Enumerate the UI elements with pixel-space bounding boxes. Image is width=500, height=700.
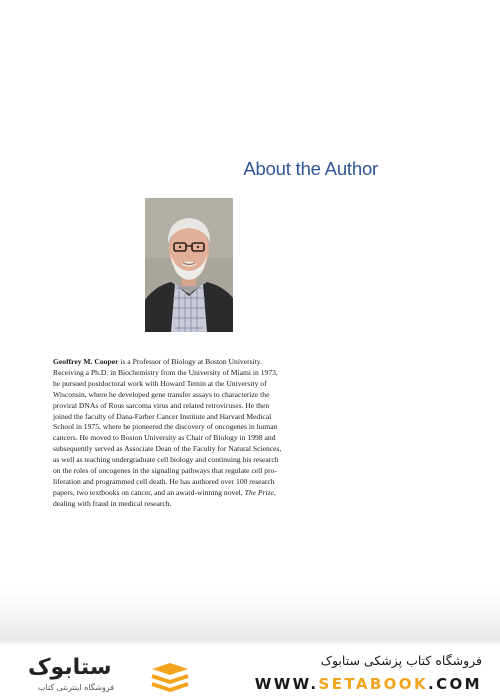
novel-title: The Prize, (244, 487, 276, 497)
book-stack-icon (148, 659, 192, 695)
watermark-footer (0, 645, 500, 700)
bio-line: joined the faculty of Dana-Farber Cancer Institute and Harvard Medical (53, 411, 272, 421)
bio-line: cancers. He moved to Boston University as Chair of Biology in 1998 and (53, 433, 276, 443)
bio-line: dealing with fraud in medical research. (53, 498, 172, 508)
author-photo (145, 198, 233, 332)
bio-line: papers, two textbooks on cancer, and an award-winning novel, The Prize, (53, 487, 276, 497)
bio-line: School in 1975, where he pioneered the discovery of oncogenes in human (53, 422, 278, 432)
setabook-logo[interactable] (28, 655, 198, 697)
bio-line: Receiving a Ph.D. in Biochemistry from the University of Miami in 1973, (53, 367, 278, 377)
bio-line: liferation and programmed cell death. He has authored over 100 research (53, 476, 275, 486)
bio-line: Wisconsin, where he developed gene transfer assays to characterize the (53, 389, 270, 399)
bio-line: he pursued postdoctoral work with Howard Temin at the University of (53, 378, 267, 388)
bio-line: subsequently served as Associate Dean of the Faculty for Natural Sciences, (53, 444, 282, 454)
bio-line: Geoffrey M. Cooper is a Professor of Biology at Boston University. (53, 357, 263, 366)
bio-line: proviral DNAs of Rous sarcoma virus and related retroviruses. He then (53, 400, 270, 410)
shop-url-link[interactable]: WWW.SETABOOK.COM (254, 675, 482, 693)
logo-wordmark: ستابوک (28, 655, 112, 680)
author-bio (53, 357, 343, 510)
bio-line: as well as teaching undergraduate cell biology and continuing his research (53, 455, 279, 465)
shop-name: فروشگاه کتاب پزشکی ستابوک (320, 653, 482, 668)
page-title: About the Author (243, 158, 378, 179)
author-name: Geoffrey M. Cooper (53, 357, 119, 366)
logo-subtitle: فروشگاه اینترنتی کتاب (38, 683, 115, 692)
author-portrait-image (145, 198, 233, 332)
bio-line: on the roles of oncogenes in the signaling pathways that regulate cell pro- (53, 466, 277, 476)
